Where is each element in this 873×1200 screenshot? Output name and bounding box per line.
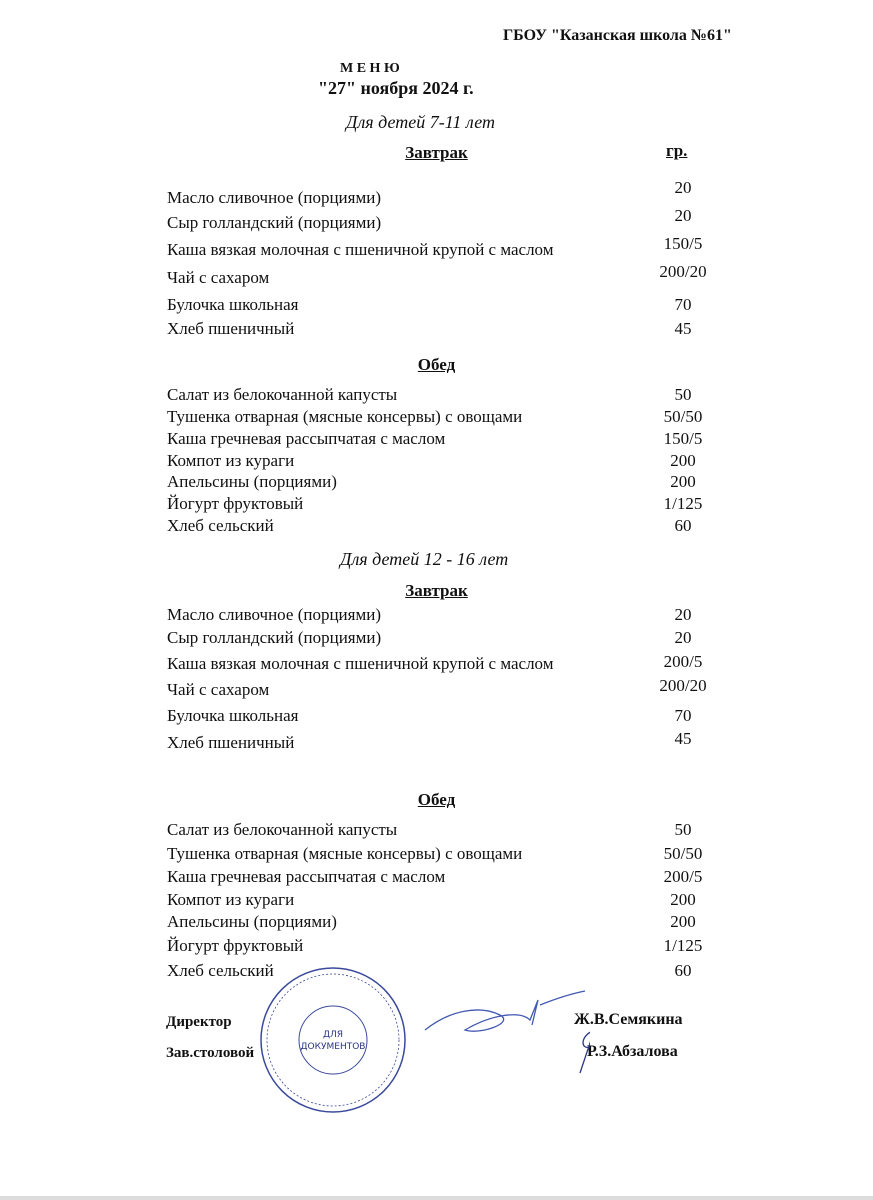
dish-name: Тушенка отварная (мясные консервы) с овощами [167,407,523,426]
dish-name: Масло сливочное (порциями) [167,605,381,624]
dish-name: Йогурт фруктовый [167,936,304,955]
dish-amount: 20 [674,206,692,225]
dish-amount: 20 [674,628,692,647]
dish-name: Тушенка отварная (мясные консервы) с овощами [167,844,523,863]
dish-amount: 200 [670,472,696,491]
dish-amount: 200/5 [663,867,703,886]
dish-name: Апельсины (порциями) [167,912,337,931]
dish-name: Апельсины (порциями) [167,472,337,491]
dish-name: Каша гречневая рассыпчатая с маслом [167,429,446,448]
dish-amount: 200 [670,451,696,470]
document-title: М Е Н Ю [340,61,400,76]
dish-amount: 200/5 [663,652,703,671]
dish-amount: 50/50 [663,844,703,863]
dish-amount: 20 [674,605,692,624]
dish-amount: 200 [670,890,696,909]
svg-text:ДЛЯ: ДЛЯ [322,1030,344,1040]
dish-name: Чай с сахаром [167,268,270,287]
dish-amount: 20 [674,178,692,197]
dish-amount: 70 [674,706,692,725]
dish-name: Салат из белокочанной капусты [167,820,398,839]
dish-name: Каша вязкая молочная с пшеничной крупой с маслом [167,654,554,673]
meal-heading-breakfast: Завтрак [405,143,468,162]
dish-amount: 45 [674,319,692,338]
dish-amount: 1/125 [663,494,703,513]
dish-amount: 200 [670,912,696,931]
dish-amount: 45 [674,729,692,748]
dish-name: Булочка школьная [167,706,299,725]
dish-name: Сыр голландский (порциями) [167,213,382,232]
meal-heading-lunch: Обед [417,355,456,374]
meal-heading-breakfast: Завтрак [405,581,468,600]
dish-name: Салат из белокочанной капусты [167,385,398,404]
dish-amount: 50 [674,385,692,404]
svg-text:ДОКУМЕНТОВ: ДОКУМЕНТОВ [300,1042,366,1052]
dish-amount: 150/5 [663,429,703,448]
dish-amount: 50 [674,820,692,839]
dish-name: Хлеб пшеничный [167,733,295,752]
signature-person: Ж.В.Семякина [574,1011,683,1028]
dish-name: Каша гречневая рассыпчатая с маслом [167,867,446,886]
dish-name: Сыр голландский (порциями) [167,628,382,647]
dish-name: Хлеб пшеничный [167,319,295,338]
dish-amount: 200/20 [659,676,707,695]
dish-amount: 70 [674,295,692,314]
dish-amount: 200/20 [659,262,707,281]
official-stamp [258,965,408,1115]
dish-amount: 60 [674,961,692,980]
dish-name: Масло сливочное (порциями) [167,188,381,207]
dish-name: Чай с сахаром [167,680,270,699]
signature-person: Р.З.Абзалова [587,1043,678,1060]
dish-name: Каша вязкая молочная с пшеничной крупой с маслом [167,240,554,259]
signature-role: Директор [166,1014,232,1030]
dish-amount: 1/125 [663,936,703,955]
age-group-heading: Для детей 7-11 лет [346,112,495,132]
dish-amount: 150/5 [663,234,703,253]
signature-scribbles [420,985,590,1075]
dish-name: Хлеб сельский [167,961,274,980]
dish-amount: 60 [674,516,692,535]
dish-name: Компот из кураги [167,451,295,470]
dish-name: Хлеб сельский [167,516,274,535]
unit-header: гр. [666,141,688,160]
dish-name: Булочка школьная [167,295,299,314]
age-group-heading: Для детей 12 - 16 лет [340,549,509,569]
meal-heading-lunch: Обед [417,790,456,809]
page-edge [0,1196,873,1200]
dish-name: Йогурт фруктовый [167,494,304,513]
organization-name: ГБОУ "Казанская школа №61" [503,27,732,44]
dish-name: Компот из кураги [167,890,295,909]
menu-date: "27" ноября 2024 г. [318,78,474,98]
dish-amount: 50/50 [663,407,703,426]
signature-role: Зав.столовой [166,1045,255,1061]
